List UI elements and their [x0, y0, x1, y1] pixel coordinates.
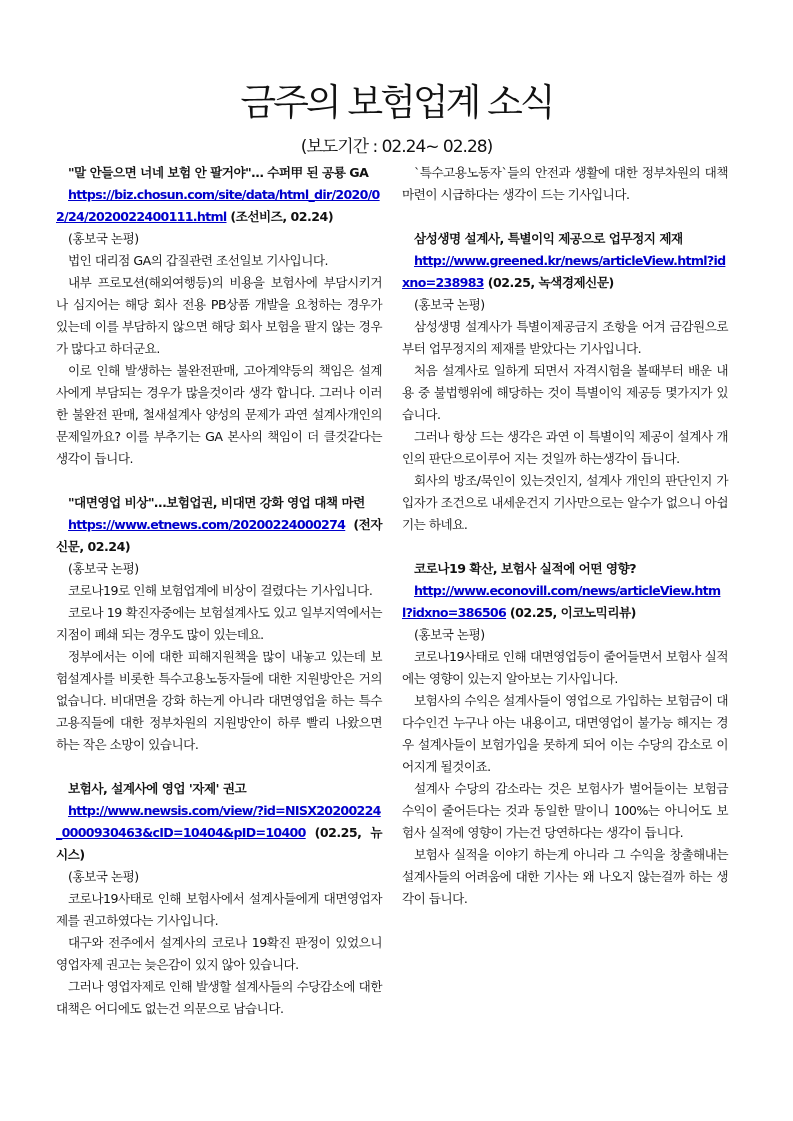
left-column: [56, 162, 382, 1020]
article-paragraph: 대구와 전주에서 설계사의 코로나 19확진 판정이 있었으니 영업자제 권고는 늦은감이 있지 않아 있습니다.: [56, 935, 382, 972]
article-paragraph: 설계사 수당의 감소라는 것은 보험사가 벌어들이는 보험금 수익이 줄어든다는 것과 동일한 말이니 100%는 아니어도 보험사 실적에 영향이 가는건 당연하다는 생각이 듭니다.: [402, 781, 728, 840]
article-paragraph: 코로나19사태로 인해 보험사에서 설계사들에게 대면영업자제를 권고하였다는 기사입니다.: [56, 891, 382, 928]
article-paragraph: 내부 프로모션(해외여행등)의 비용을 보험사에 부담시키거나 심지어는 해당 회사 전용 PB상품 개발을 요청하는 경우가 있는데 이를 부담하지 않으면 해당 회사 보험을 팔지 않는 경우가 많다고 하더군요.: [56, 275, 382, 356]
article-meta: (조선비즈, 02.24): [226, 209, 334, 224]
article-headline: "대면영업 비상"…보험업권, 비대면 강화 영업 대책 마련: [68, 495, 365, 510]
article-paragraph: 코로나 19 확진자중에는 보험설계사도 있고 일부지역에서는 지점이 폐쇄 되는 경우도 많이 있는데요.: [56, 605, 382, 642]
article-item: [402, 558, 728, 910]
article-headline: 코로나19 확산, 보험사 실적에 어떤 영향?: [414, 561, 637, 576]
article-paragraph: 그러나 영업자제로 인해 발생할 설계사들의 수당감소에 대한 대책은 어디에도 없는건 의문으로 남습니다.: [56, 979, 382, 1016]
article-headline: 보험사, 설계사에 영업 '자제' 권고: [68, 781, 247, 796]
article-item: [402, 228, 728, 536]
article-paragraph: 삼성생명 설계사가 특별이제공금지 조항을 어겨 금감원으로부터 업무정지의 제재를 받았다는 기사입니다.: [402, 319, 728, 356]
article-paragraph: (홍보국 논평): [414, 627, 485, 642]
article-paragraph: (홍보국 논평): [68, 869, 139, 884]
article-paragraph: 처음 설계사로 일하게 되면서 자격시험을 볼때부터 배운 내용 중 불법행위에 해당하는 것이 특별이익 제공등 몇가지가 있습니다.: [402, 363, 728, 422]
article-paragraph: 그러나 항상 드는 생각은 과연 이 특별이익 제공이 설계사 개인의 판단으로이루어 지는 것일까 하는생각이 듭니다.: [402, 429, 728, 466]
right-column: [402, 162, 728, 910]
article-meta: (02.25, 녹색경제신문): [483, 275, 614, 290]
article-paragraph: `특수고용노동자`들의 안전과 생활에 대한 정부차원의 대책마련이 시급하다는 생각이 드는 기사입니다.: [402, 165, 728, 202]
article-paragraph: 정부에서는 이에 대한 피해지원책을 많이 내놓고 있는데 보험설계사를 비롯한 특수고용노동자들에 대한 지원방안은 거의 없습니다. 비대면을 강화 하는게 아니라 대면영업을 하는 특수고용직들에 대한 정부차원의 지원방안이 하루 빨리 나왔으면 하는 작은 소망이 있습니다.: [56, 649, 382, 752]
article-paragraph: 이로 인해 발생하는 불완전판매, 고아계약등의 책임은 설계사에게 부담되는 경우가 많을것이라 생각 합니다. 그러나 이러한 불완전 판매, 철새설계사 양성의 문제가 과연 설계사개인의 문제일까요? 이를 부추기는 GA 본사의 책임이 더 클것같다는 생각이 듭니다.: [56, 363, 382, 466]
article-item: [56, 778, 382, 1020]
article-source: [56, 800, 382, 866]
article-continuation: [402, 162, 728, 206]
article-paragraph: 코로나19사태로 인해 대면영업등이 줄어들면서 보험사 실적에는 영향이 있는지 알아보는 기사입니다.: [402, 649, 728, 686]
article-source: [56, 184, 382, 228]
article-link[interactable]: http://www.econovill.com/news/articleView.html?idxno=386506: [402, 583, 721, 620]
article-meta: (02.25, 뉴시스): [56, 825, 382, 862]
article-paragraph: 보험사 실적을 이야기 하는게 아니라 그 수익을 창출해내는 설계사들의 어려움에 대한 기사는 왜 나오지 않는걸까 하는 생각이 듭니다.: [402, 847, 728, 906]
article-meta: (전자신문, 02.24): [56, 517, 382, 554]
article-paragraph: (홍보국 논평): [68, 231, 139, 246]
article-headline: "말 안들으면 너네 보험 안 팔거야"… 수퍼甲 된 공룡 GA: [68, 165, 369, 180]
article-headline: 삼성생명 설계사, 특별이익 제공으로 업무정지 제재: [414, 231, 683, 246]
article-paragraph: (홍보국 논평): [68, 561, 139, 576]
article-paragraph: 회사의 방조/묵인이 있는것인지, 설계사 개인의 판단인지 가입자가 조건으로 내세운건지 기사만으로는 알수가 없으니 아쉽기는 하네요.: [402, 473, 728, 532]
article-source: [402, 580, 728, 624]
article-link[interactable]: http://www.newsis.com/view/?id=NISX20200224_0000930463&cID=10404&pID=10400: [56, 803, 381, 840]
article-link[interactable]: https://www.etnews.com/20200224000274: [68, 517, 346, 532]
report-period: (보도기간 : 02.24~ 02.28): [300, 137, 493, 157]
page-title: 금주의 보험업계 소식: [240, 81, 553, 124]
article-item: [56, 492, 382, 756]
article-link[interactable]: https://biz.chosun.com/site/data/html_dir/2020/02/24/2020022400111.html: [56, 187, 380, 224]
article-meta: (02.25, 이코노믹리뷰): [506, 605, 636, 620]
article-item: [56, 162, 382, 470]
article-link[interactable]: http://www.greened.kr/news/articleView.html?idxno=238983: [402, 253, 726, 290]
article-source: [56, 514, 382, 558]
article-source: [402, 250, 728, 294]
article-paragraph: 보험사의 수익은 설계사들이 영업으로 가입하는 보험금이 대다수인건 누구나 아는 내용이고, 대면영업이 불가능 해지는 경우 설계사들이 보험가입을 못하게 되어 이는 수당의 감소로 이어지게 될것이죠.: [402, 693, 728, 774]
article-paragraph: 법인 대리점 GA의 갑질관련 조선일보 기사입니다.: [68, 253, 329, 268]
article-paragraph: 코로나19로 인해 보험업계에 비상이 걸렸다는 기사입니다.: [68, 583, 373, 598]
article-paragraph: (홍보국 논평): [414, 297, 485, 312]
